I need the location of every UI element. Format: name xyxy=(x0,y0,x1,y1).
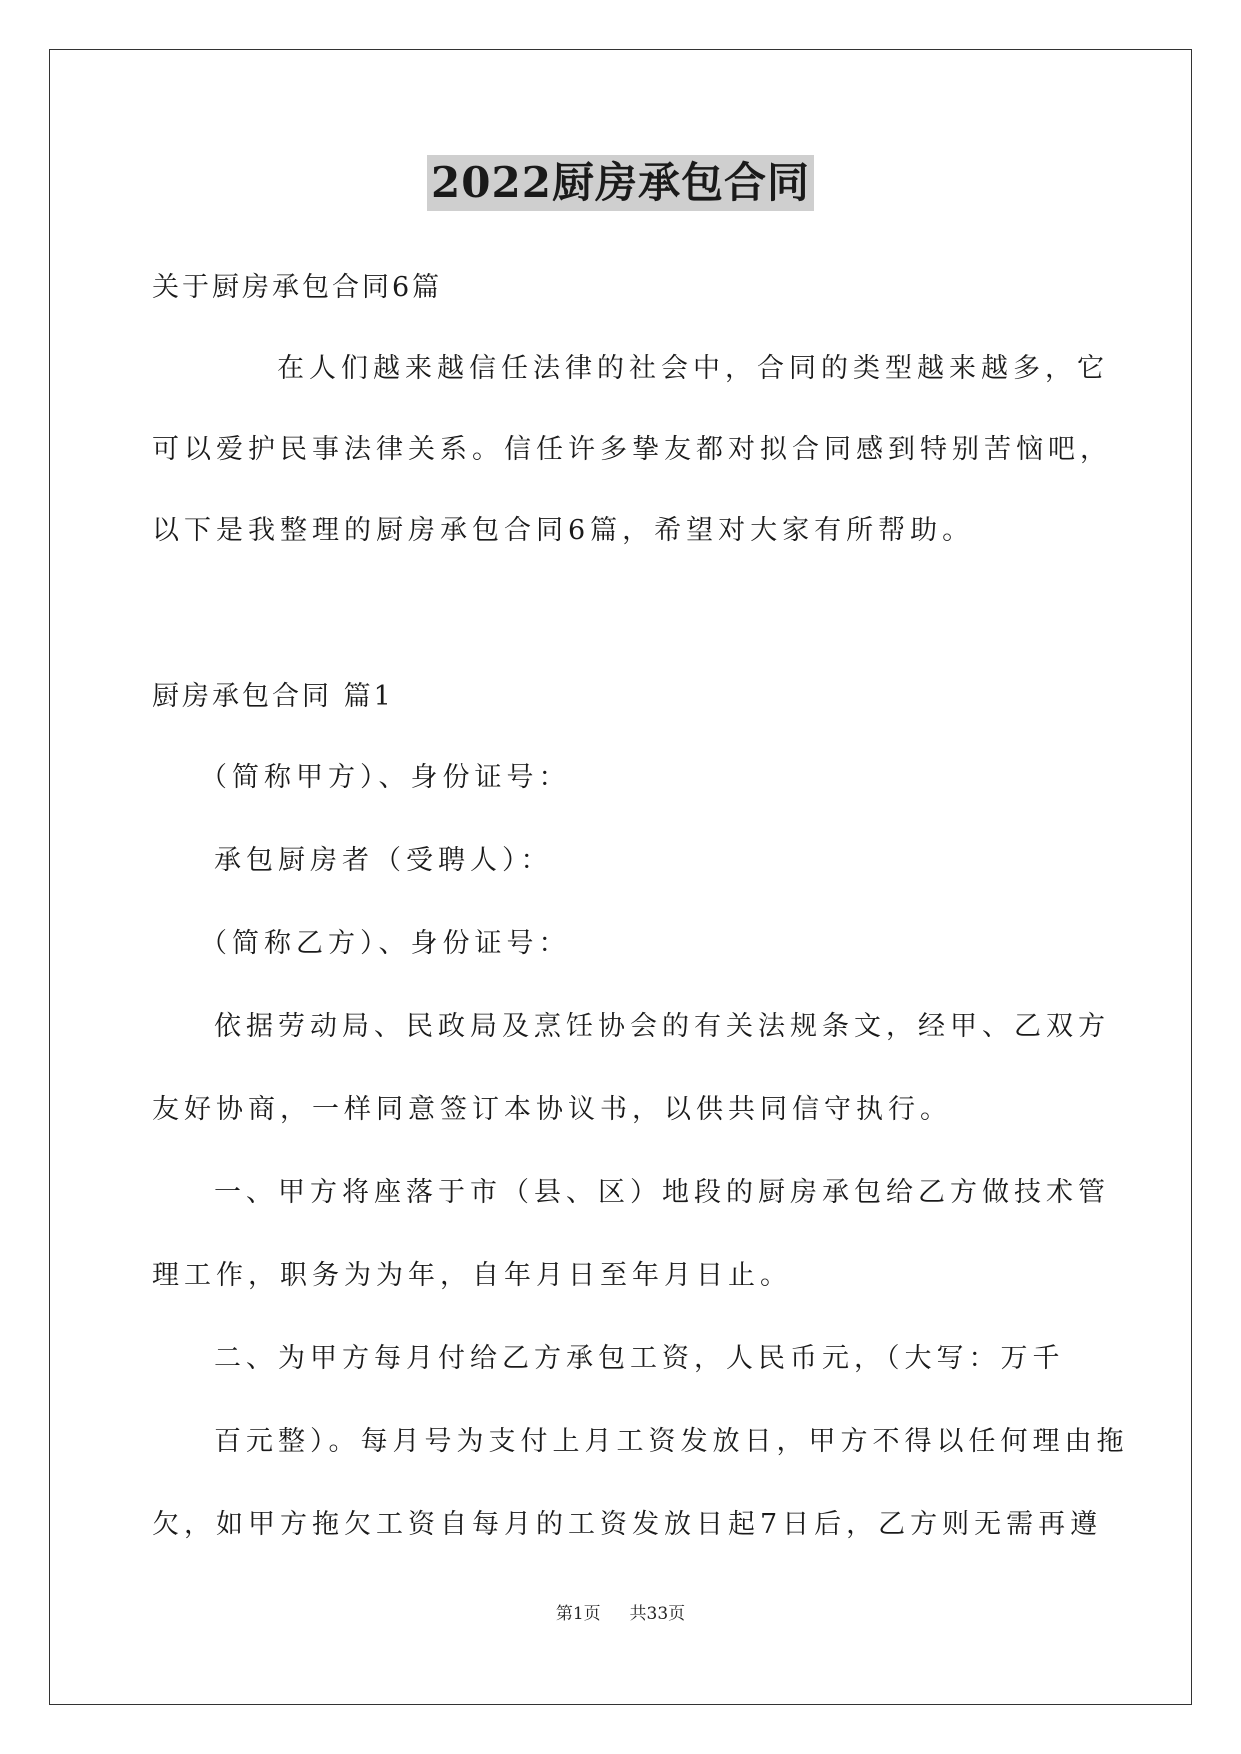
body-line: 百元整）。每月号为支付上月工资发放日，甲方不得以任何理由拖 xyxy=(214,1426,1129,1457)
body-line: 承包厨房者（受聘人）： xyxy=(214,845,553,876)
body-line: 友好协商，一样同意签订本协议书，以供共同信守执行。 xyxy=(152,1094,952,1125)
intro-line: 在人们越来越信任法律的社会中，合同的类型越来越多，它 xyxy=(277,353,1109,384)
intro-line: 可以爱护民事法律关系。信任许多挚友都对拟合同感到特别苦恼吧， xyxy=(152,434,1112,465)
body-line: （简称甲方）、身份证号： xyxy=(200,762,571,793)
document-subtitle: 关于厨房承包合同6篇 xyxy=(152,272,443,303)
body-line: 欠，如甲方拖欠工资自每月的工资发放日起7日后，乙方则无需再遵 xyxy=(152,1509,1103,1540)
body-line: 一、甲方将座落于市（县、区）地段的厨房承包给乙方做技术管 xyxy=(214,1177,1110,1208)
body-line: 二、为甲方每月付给乙方承包工资，人民币元，（大写：万千 xyxy=(214,1343,1065,1374)
page-footer xyxy=(0,1602,1241,1626)
title-container xyxy=(0,155,1241,211)
section-heading: 厨房承包合同 篇1 xyxy=(152,681,394,712)
body-line: 依据劳动局、民政局及烹饪协会的有关法规条文，经甲、乙双方 xyxy=(214,1011,1110,1042)
page-total: 共33页 xyxy=(629,1604,686,1624)
body-line: （简称乙方）、身份证号： xyxy=(200,928,571,959)
page-number: 第1页 xyxy=(555,1604,601,1624)
intro-line: 以下是我整理的厨房承包合同6篇，希望对大家有所帮助。 xyxy=(152,515,975,546)
body-line: 理工作，职务为为年，自年月日至年月日止。 xyxy=(152,1260,792,1291)
document-title: 2022厨房承包合同 xyxy=(427,155,814,211)
